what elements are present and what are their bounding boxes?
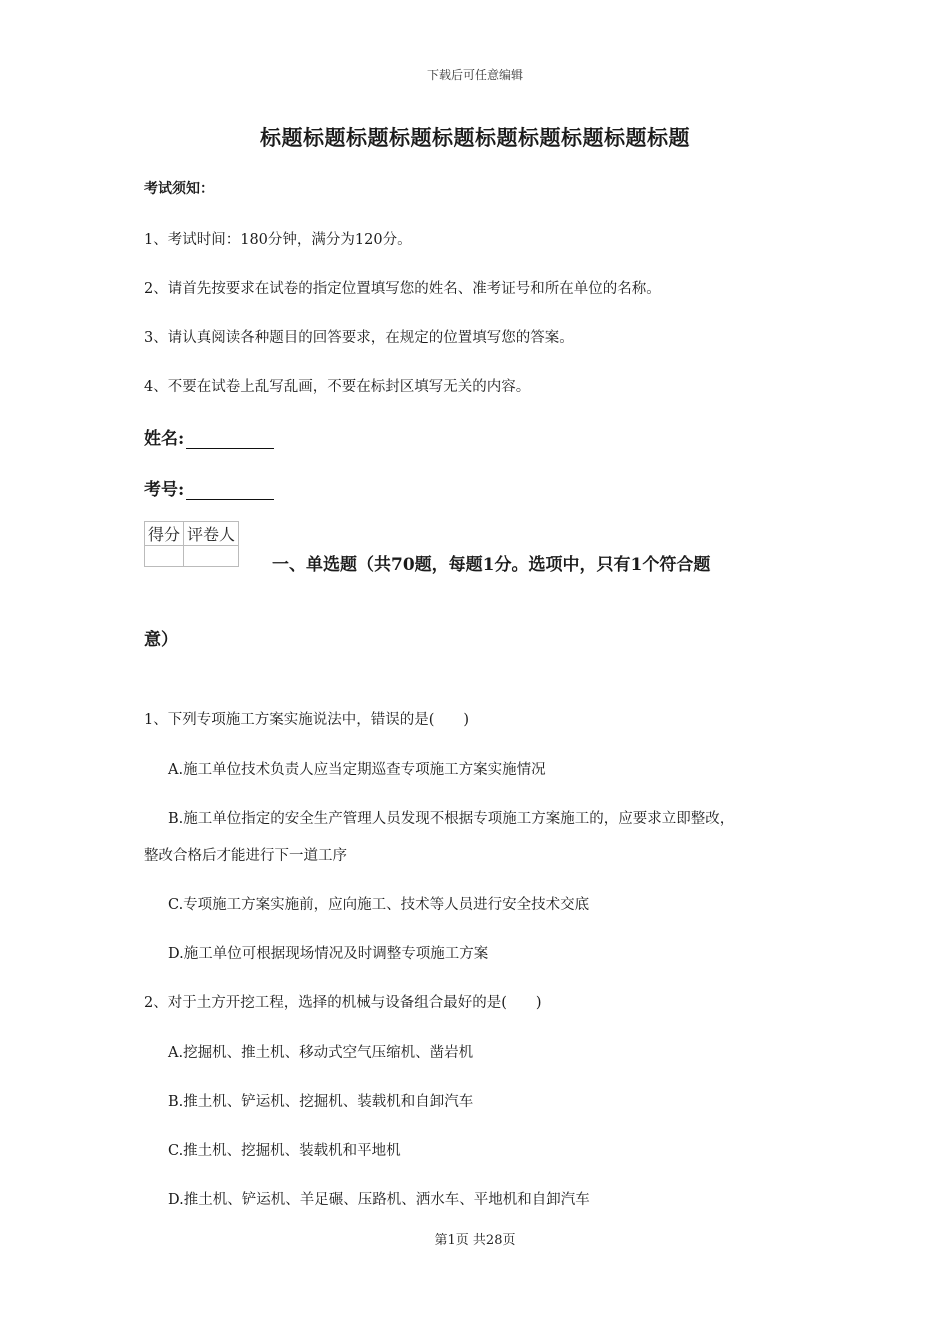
notice-item: 1、考试时间：180分钟，满分为120分。 (144, 232, 412, 248)
question-option: D.施工单位可根据现场情况及时调整专项施工方案 (168, 946, 489, 962)
id-label: 考号: (144, 480, 185, 500)
question-option: C.专项施工方案实施前，应向施工、技术等人员进行安全技术交底 (168, 897, 590, 913)
id-field (144, 475, 274, 500)
name-field (144, 424, 274, 449)
question-option: A.施工单位技术负责人应当定期巡查专项施工方案实施情况 (168, 762, 546, 778)
grader-cell[interactable] (184, 546, 239, 567)
score-header: 得分 (145, 522, 184, 546)
score-table (144, 521, 239, 567)
question-stem: 2、对于土方开挖工程，选择的机械与设备组合最好的是( ) (144, 995, 542, 1011)
question-stem: 1、下列专项施工方案实施说法中，错误的是( ) (144, 712, 470, 728)
section-title: 一、单选题（共70题，每题1分。选项中，只有1个符合题 (272, 555, 711, 575)
name-label: 姓名: (144, 429, 185, 449)
question-option: C.推土机、挖掘机、装载机和平地机 (168, 1143, 401, 1159)
header-note: 下载后可任意编辑 (426, 68, 523, 82)
notice-heading: 考试须知： (144, 181, 214, 197)
id-blank[interactable] (186, 481, 274, 500)
question-option: B.施工单位指定的安全生产管理人员发现不根据专项施工方案施工的，应要求立即整改， (168, 811, 735, 827)
question-option: B.推土机、铲运机、挖掘机、装载机和自卸汽车 (168, 1094, 474, 1110)
question-option-continued: 整改合格后才能进行下一道工序 (144, 848, 347, 864)
notice-item: 4、不要在试卷上乱写乱画，不要在标封区填写无关的内容。 (144, 379, 531, 395)
question-option: A.挖掘机、推土机、移动式空气压缩机、凿岩机 (168, 1045, 474, 1061)
document-title: 标题标题标题标题标题标题标题标题标题标题 (260, 125, 690, 150)
question-option: D.推土机、铲运机、羊足碾、压路机、洒水车、平地机和自卸汽车 (168, 1192, 590, 1208)
name-blank[interactable] (186, 430, 274, 449)
notice-item: 3、请认真阅读各种题目的回答要求，在规定的位置填写您的答案。 (144, 330, 574, 346)
section-title-continued: 意） (144, 630, 178, 650)
score-cell[interactable] (145, 546, 184, 567)
page-footer: 第1页 共28页 (434, 1233, 516, 1248)
grader-header: 评卷人 (184, 522, 239, 546)
notice-item: 2、请首先按要求在试卷的指定位置填写您的姓名、准考证号和所在单位的名称。 (144, 281, 661, 297)
